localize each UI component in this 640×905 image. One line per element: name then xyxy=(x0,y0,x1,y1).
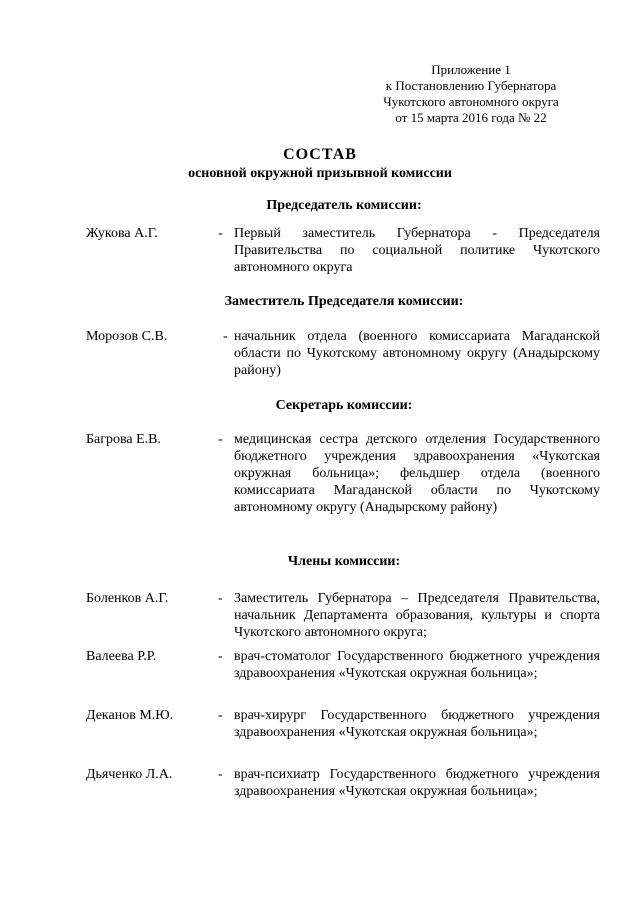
member-name: Дьяченко Л.А. xyxy=(86,767,173,782)
members-heading: Члены комиссии: xyxy=(287,554,401,569)
member-dash: - xyxy=(218,767,223,782)
member-name: Багрова Е.В. xyxy=(86,432,162,447)
decree-reference: к Постановлению Губернатора xyxy=(385,78,557,93)
member-position: Первый заместитель Губернатора - Председателя Правительства по социальной политике Чукотского автономного округа xyxy=(234,226,600,275)
member-name: Валеева Р.Р. xyxy=(86,649,157,664)
document-subtitle: основной окружной призывной комиссии xyxy=(188,166,452,181)
appendix-header xyxy=(366,62,576,126)
member-name: Боленков А.Г. xyxy=(86,591,169,606)
member-dash: - xyxy=(218,226,223,241)
secretary-heading: Секретарь комиссии: xyxy=(275,398,413,413)
member-dash: - xyxy=(223,329,228,344)
chairman-heading: Председатель комиссии: xyxy=(266,198,422,213)
member-position: врач-стоматолог Государственного бюджетного учреждения здравоохранения «Чукотская окружная больница»; xyxy=(234,649,600,681)
deputy-heading: Заместитель Председателя комиссии: xyxy=(224,294,464,309)
member-dash: - xyxy=(218,591,223,606)
member-dash: - xyxy=(218,649,223,664)
member-dash: - xyxy=(218,432,223,447)
region-name: Чукотского автономного округа xyxy=(383,94,559,109)
document-title: СОСТАВ xyxy=(283,146,357,163)
member-position: медицинская сестра детского отделения Государственного бюджетного учреждения здравоохранения «Чукотская окружная больница»; фельдшер отдела (военного комиссариата Магаданской области по Чукотскому автономному округу (Анадырскому району) xyxy=(234,432,600,515)
appendix-number: Приложение 1 xyxy=(431,62,511,77)
member-dash: - xyxy=(218,708,223,723)
decree-date: от 15 марта 2016 года № 22 xyxy=(395,110,547,125)
member-position: начальник отдела (военного комиссариата Магаданской области по Чукотскому автономному округу (Анадырскому району) xyxy=(234,329,600,378)
member-name: Жукова А.Г. xyxy=(86,226,158,241)
member-position: Заместитель Губернатора – Председателя Правительства, начальник Департамента образования, культуры и спорта Чукотского автономного округа; xyxy=(234,591,600,640)
member-position: врач-психиатр Государственного бюджетного учреждения здравоохранения «Чукотская окружная больница»; xyxy=(234,767,600,799)
member-name: Морозов С.В. xyxy=(86,329,168,344)
member-position: врач-хирург Государственного бюджетного учреждения здравоохранения «Чукотская окружная больница»; xyxy=(234,708,600,740)
member-name: Деканов М.Ю. xyxy=(86,708,174,723)
